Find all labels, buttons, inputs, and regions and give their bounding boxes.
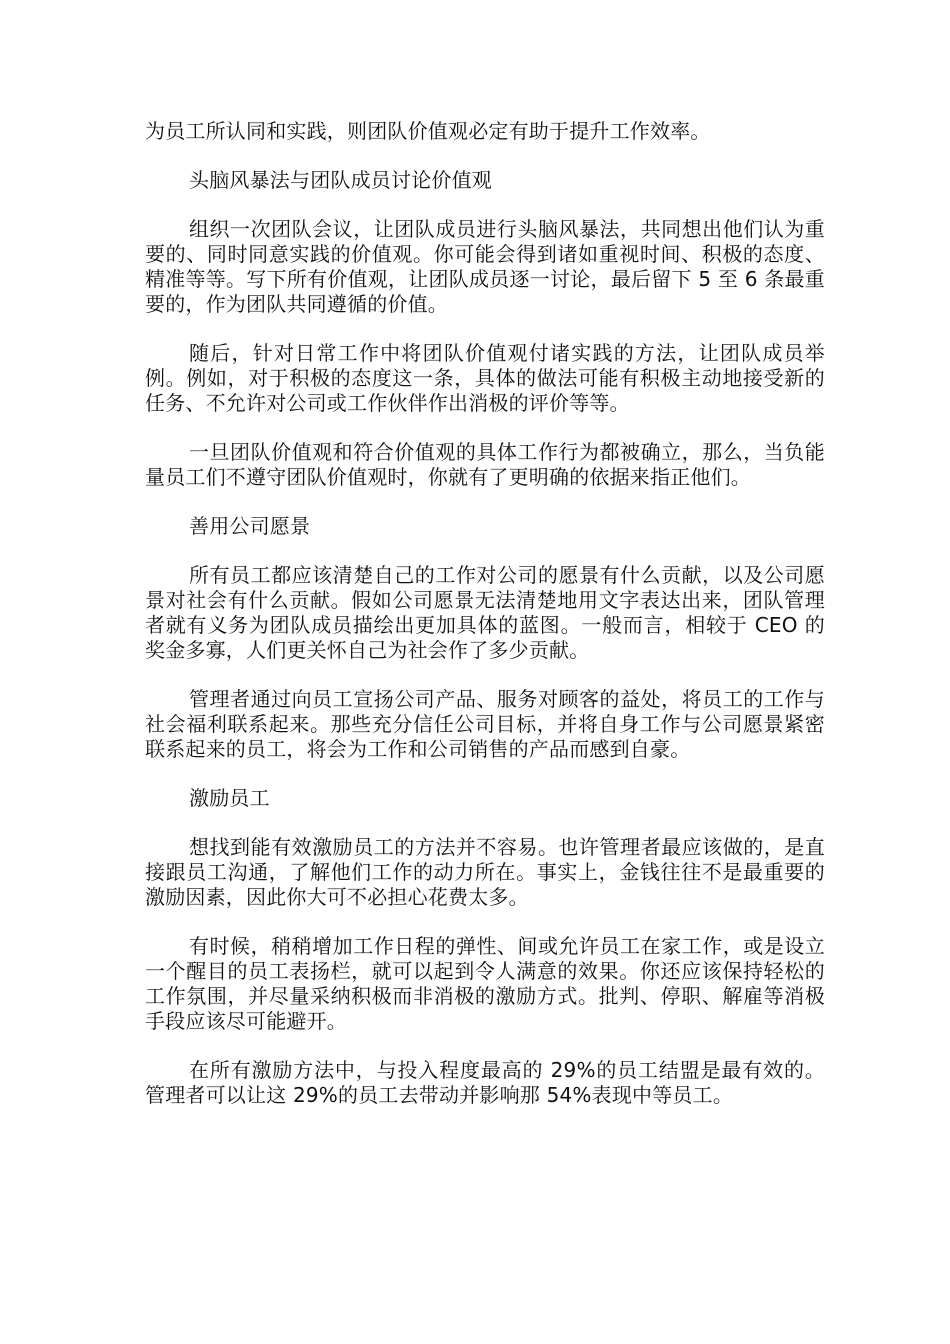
paragraph: 一旦团队价值观和符合价值观的具体工作行为都被确立，那么，当负能量员工们不遵守团队价值观时，你就有了更明确的依据来指正他们。 <box>145 440 825 489</box>
paragraph: 随后，针对日常工作中将团队价值观付诸实践的方法，让团队成员举例。例如，对于积极的态度这一条，具体的做法可能有积极主动地接受新的任务、不允许对公司或工作伙伴作出消极的评价等等。 <box>145 341 825 415</box>
paragraph: 管理者通过向员工宣扬公司产品、服务对顾客的益处，将员工的工作与社会福利联系起来。那些充分信任公司目标，并将自身工作与公司愿景紧密联系起来的员工，将会为工作和公司销售的产品而感到自豪。 <box>145 687 825 761</box>
paragraph-continuation: 为员工所认同和实践，则团队价值观必定有助于提升工作效率。 <box>145 119 711 143</box>
document-body <box>145 119 825 1108</box>
paragraph: 所有员工都应该清楚自己的工作对公司的愿景有什么贡献，以及公司愿景对社会有什么贡献。假如公司愿景无法清楚地用文字表达出来，团队管理者就有义务为团队成员描绘出更加具体的蓝图。一般而言，相较于 CEO 的奖金多寡，人们更关怀自己为社会作了多少贡献。 <box>145 563 825 662</box>
section-heading-motivate: 激励员工 <box>189 786 270 810</box>
section-heading-brainstorm: 头脑风暴法与团队成员讨论价值观 <box>189 168 492 192</box>
paragraph: 想找到能有效激励员工的方法并不容易。也许管理者最应该做的，是直接跟员工沟通，了解他们工作的动力所在。事实上，金钱往往不是最重要的激励因素，因此你大可不必担心花费太多。 <box>145 835 825 909</box>
paragraph: 组织一次团队会议，让团队成员进行头脑风暴法，共同想出他们认为重要的、同时同意实践的价值观。你可能会得到诸如重视时间、积极的态度、精准等等。写下所有价值观，让团队成员逐一讨论，最后留下 5 至 6 条最重要的，作为团队共同遵循的价值。 <box>145 217 825 316</box>
section-heading-vision: 善用公司愿景 <box>189 514 311 538</box>
paragraph: 在所有激励方法中，与投入程度最高的 29%的员工结盟是最有效的。管理者可以让这 29%的员工去带动并影响那 54%表现中等员工。 <box>145 1058 825 1107</box>
paragraph: 有时候，稍稍增加工作日程的弹性、间或允许员工在家工作，或是设立一个醒目的员工表扬栏，就可以起到令人满意的效果。你还应该保持轻松的工作氛围，并尽量采纳积极而非消极的激励方式。批判、停职、解雇等消极手段应该尽可能避开。 <box>145 934 825 1033</box>
